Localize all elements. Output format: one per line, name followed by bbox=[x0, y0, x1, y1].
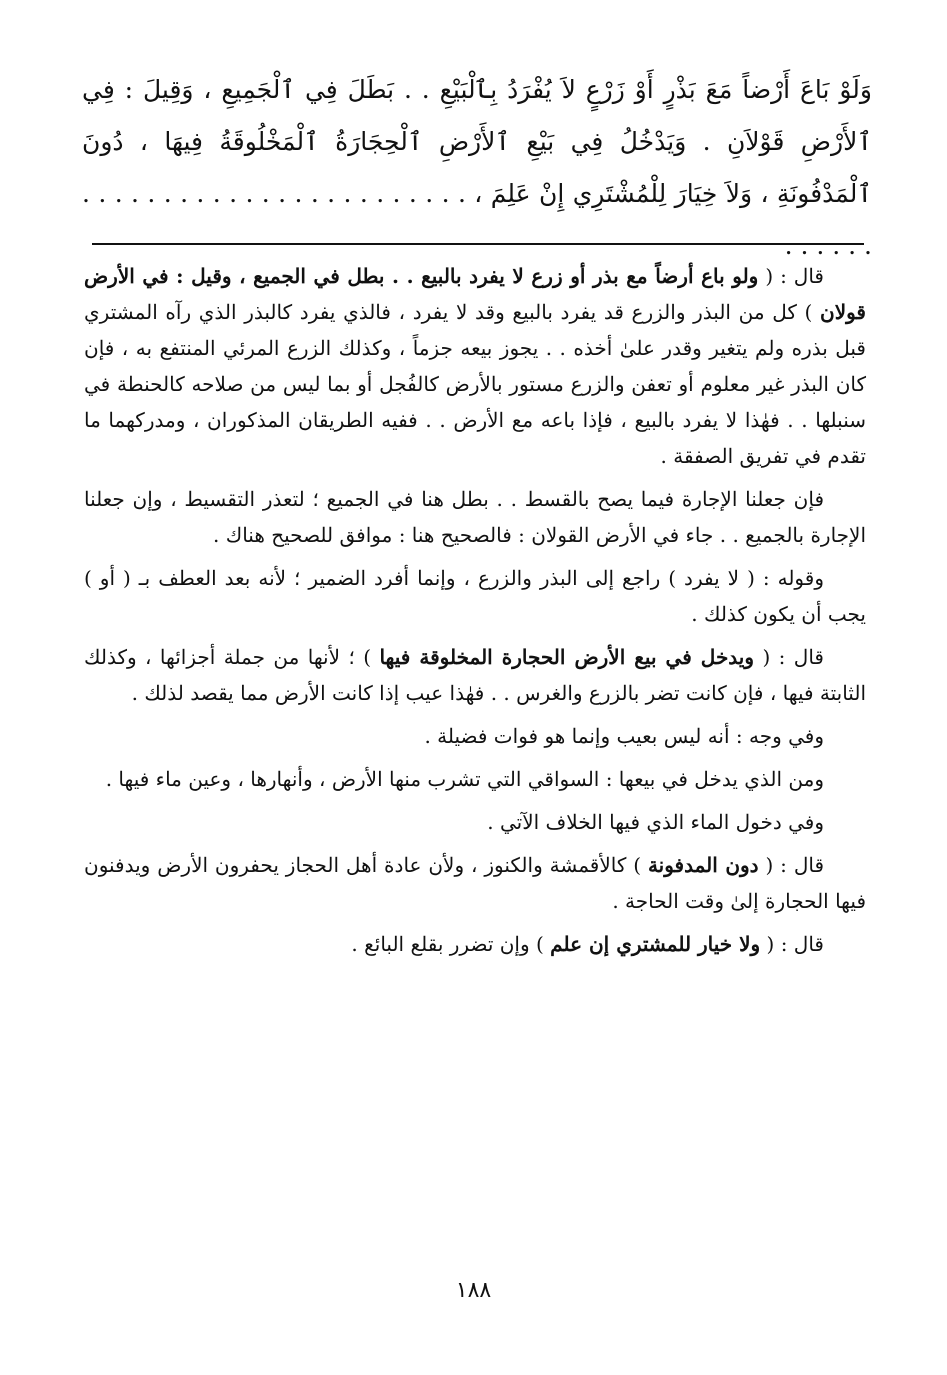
commentary-text: ) كالأقمشة والكنوز ، ولأن عادة أهل الحجاز يحفرون الأرض ويدفنون فيها الحجارة إلىٰ وقت الحاجة . bbox=[84, 853, 866, 913]
qala-label: قال : ( bbox=[758, 853, 825, 877]
commentary-paragraph-9 bbox=[84, 926, 866, 962]
commentary-paragraph-8 bbox=[84, 847, 866, 919]
commentary-paragraph-5: وفي وجه : أنه ليس بعيب وإنما هو فوات فضيلة . bbox=[424, 724, 824, 748]
commentary-block bbox=[84, 258, 866, 969]
commentary-paragraph-2: فإن جعلنا الإجارة فيما يصح بالقسط . . بطل هنا في الجميع ؛ لتعذر التقسيط ، وإن جعلنا الإجارة بالجميع . . جاء في الأرض القولان : فالصحيح هنا : موافق للصحيح هناك . bbox=[84, 487, 866, 547]
qala-label: قال : ( bbox=[754, 645, 824, 669]
main-text: وَلَوْ بَاعَ أَرْضاً مَعَ بَذْرٍ أَوْ زَرْعٍ لاَ يُفْرَدُ بِٱلْبَيْعِ . . بَطَلَ فِي ٱلْجَمِيعِ ، وَقِيلَ : فِي ٱلأَرْضِ قَوْلاَنِ . وَيَدْخُلُ فِي بَيْعِ ٱلأَرْضِ ٱلْحِجَارَةُ ٱلْمَخْلُوقَةُ فِيهَا ، دُونَ ٱلْمَدْفُونَةِ ، وَلاَ خِيَارَ لِلْمُشْتَرِي إِنْ عَلِمَ ، bbox=[82, 75, 873, 208]
commentary-paragraph-1 bbox=[84, 258, 866, 474]
separator-line bbox=[92, 243, 864, 245]
commentary-paragraph-7: وفي دخول الماء الذي فيها الخلاف الآتي . bbox=[487, 810, 824, 834]
qala-label: قال : ( bbox=[760, 932, 824, 956]
commentary-text: ) كل من البذر والزرع قد يفرد بالبيع وقد لا يفرد ، فالذي يفرد كالبذر الذي رآه المشتري قبل بذره ولم يتغير وقدر علىٰ أخذه . . يجوز بيعه جزماً ، وكذلك الزرع المرئي المنتفع به ، فإن كان البذر غير معلوم أو تعفن والزرع مستور بالأرض كالفُجل أو بما ليس من صلاحه كالحنطة في سنبلها . . فهٰذا لا يفرد بالبيع ، فإذا باعه مع الأرض . . ففيه الطريقان المذكوران ، ومدركهما ما تقدم في تفريق الصفقة . bbox=[84, 300, 866, 468]
commentary-paragraph-4 bbox=[84, 639, 866, 711]
commentary-paragraph-3: وقوله : ( لا يفرد ) راجع إلى البذر والزرع ، وإنما أفرد الضمير ؛ لأنه بعد العطف بـ ( أو ) يجب أن يكون كذلك . bbox=[84, 566, 866, 626]
main-text-block bbox=[82, 64, 872, 272]
commentary-text: ) ؛ لأنها من جملة أجزائها ، وكذلك الثابتة فيها ، فإن كانت تضر بالزرع والغرس . . فهٰذا عيب إذا كانت الأرض مما يقصد لذلك . bbox=[84, 645, 866, 705]
page-number: ١٨٨ bbox=[455, 1278, 492, 1303]
commentary-paragraph-6: ومن الذي يدخل في بيعها : السواقي التي تشرب منها الأرض ، وأنهارها ، وعين ماء فيها . bbox=[105, 767, 824, 791]
quoted-matn: دون المدفونة bbox=[647, 853, 759, 877]
qala-label: قال : ( bbox=[758, 264, 824, 288]
main-text-dots: . . . . . . . . . . . . . . . . . . . . . . . . . . . . . . bbox=[82, 179, 872, 260]
commentary-text: ) وإن تضرر بقلع البائع . bbox=[351, 932, 551, 956]
quoted-matn: ويدخل في بيع الأرض الحجارة المخلوقة فيها bbox=[379, 645, 755, 669]
quoted-matn: ولو باع أرضاً مع بذر أو زرع لا يفرد بالبيع . . بطل في الجميع ، وقيل : في الأرض قولان bbox=[84, 264, 866, 324]
quoted-matn: ولا خيار للمشتري إن علم bbox=[550, 932, 761, 956]
